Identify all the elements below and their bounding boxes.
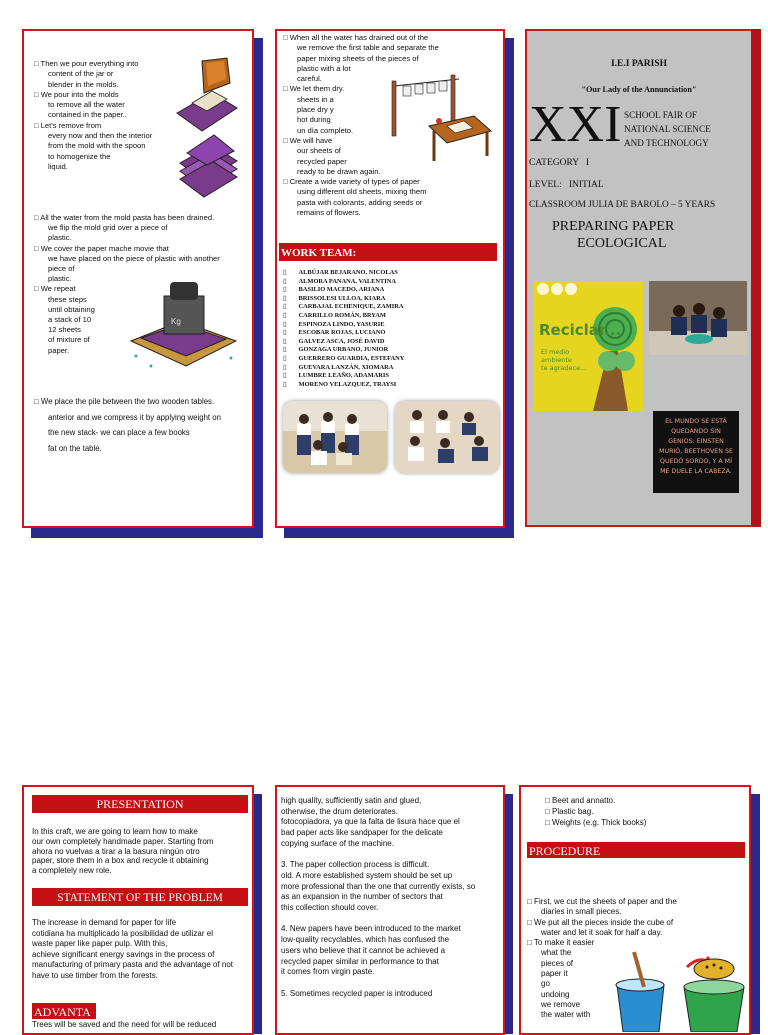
- text-line: we remove the first table and separate the: [297, 43, 439, 53]
- text-line: to remove all the water: [48, 100, 125, 110]
- text-line: □ We let them dry.: [283, 84, 345, 94]
- team-member: ▯ BRISSOLESI ULLOA, KIARA: [283, 294, 386, 302]
- advantage-heading: [32, 1003, 96, 1019]
- text-line: ahora no vuelvas a tirar a la basura ningún otro: [32, 846, 200, 856]
- text-line: this collection should cover.: [281, 903, 379, 913]
- reciclar-subtitle: [541, 348, 586, 372]
- team-member-name: ALMORA PANANA, VALENTINA: [298, 277, 396, 285]
- team-member: ▯ ALMORA PANANA, VALENTINA: [283, 277, 396, 285]
- text-line: [281, 978, 505, 989]
- text-line: diaries in small pieces.: [541, 907, 622, 917]
- panel-4: [22, 785, 254, 1035]
- paper-press-icon: [126, 276, 241, 381]
- text-line: un día completo.: [297, 125, 354, 135]
- fair-name: [624, 108, 711, 150]
- team-member-name: GALVEZ ASCA, JOSÉ DAVID: [298, 337, 385, 345]
- text-line: undoing: [541, 989, 570, 999]
- school-name: I.E.I PARISH: [610, 59, 668, 69]
- team-member-name: GUERRERO GUARDIA, ESTEFANY: [298, 354, 405, 362]
- text-line: remains of flowers.: [297, 208, 361, 218]
- quote-line: QUEDANDO SIN: [671, 428, 721, 435]
- text-line: □ We cover the paper mache movie that: [34, 243, 169, 253]
- fair-name-line: NATIONAL SCIENCE: [624, 124, 711, 134]
- soaking-bucket-icon: [609, 947, 749, 1032]
- text-line: from the mold with the spoon: [48, 141, 146, 151]
- project-title-line-2: ECOLOGICAL: [577, 236, 667, 251]
- text-line: [281, 850, 505, 861]
- panel-1-para-3: [34, 394, 254, 456]
- panel-6: [519, 785, 751, 1035]
- text-line: until obtaining: [48, 304, 95, 314]
- team-member-name: ALBÚJAR BEJARANO, NICOLAS: [298, 269, 398, 276]
- text-line: ready to be drawn again.: [297, 166, 381, 176]
- reciclar-subtitle-line: te agradece...: [541, 364, 587, 372]
- kids-activity-photo-image: [649, 281, 747, 355]
- text-line: the water with: [541, 1010, 591, 1020]
- text-line: piece of: [48, 264, 75, 274]
- level-label: LEVEL: INITIAL: [529, 180, 604, 190]
- material-item: □ Plastic bag.: [545, 807, 594, 816]
- text-line: pieces of: [541, 958, 574, 968]
- text-line: what the: [541, 948, 572, 958]
- svg-text:Kg: Kg: [171, 317, 181, 326]
- materials-list: [545, 795, 646, 828]
- quote-line: GENIOS: EINSTEN: [668, 438, 724, 445]
- team-member: ▯ CARBAJAL ECHENIQUE, ZAMIRA: [283, 303, 404, 311]
- team-member-name: LUMBRE LEAÑO, ADAMARIS: [298, 372, 389, 380]
- material-item: □ Weights (e.g. Thick books): [545, 818, 647, 827]
- team-member-name: GUEVARA LANZÁN, XIOMARA: [298, 363, 394, 371]
- text-line: plastic with a lot: [297, 63, 351, 73]
- team-member-name: ESPINOZA LINDO, YASURIE: [298, 320, 385, 328]
- text-line: fat on the table.: [48, 443, 102, 453]
- panel-1: [22, 29, 254, 528]
- text-line: □ To make it easier: [527, 938, 595, 948]
- team-member-name: BRISSOLESI ULLOA, KIARA: [298, 294, 386, 302]
- advantage-text: Trees will be saved and the need for will be reduced: [32, 1020, 217, 1029]
- text-line: □ We repeat: [34, 284, 76, 294]
- project-title-line-1: PREPARING PAPER: [552, 219, 675, 234]
- panel-3-cover: [525, 29, 753, 527]
- text-line: paper.: [48, 345, 70, 355]
- team-member: ▯ GUERRERO GUARDIA, ESTEFANY: [283, 354, 405, 362]
- text-line: □ Let's remove from: [34, 120, 102, 130]
- text-line: paper it: [541, 969, 568, 979]
- panel-5: [275, 785, 505, 1035]
- text-line: contained in the paper..: [48, 110, 127, 120]
- text-line: □ When all the water has drained out of the: [283, 33, 429, 42]
- reciclar-tree-icon: [533, 281, 643, 411]
- problem-title: STATEMENT OF THE PROBLEM: [57, 892, 223, 904]
- work-team-title: WORK TEAM:: [281, 247, 357, 259]
- text-line: □ Then we pour everything into: [34, 59, 139, 68]
- text-line: paper mixing sheets of the pieces of: [297, 53, 419, 63]
- team-member: ▯ LUMBRE LEAÑO, ADAMARIS: [283, 372, 389, 380]
- kids-photo-2: [395, 401, 499, 473]
- panel-1-para-1: [34, 59, 169, 172]
- text-line: more professional than the one that currently exists, so: [281, 881, 476, 891]
- panel-2: [275, 29, 505, 528]
- text-line: 12 sheets: [48, 325, 81, 335]
- text-line: users who believe that it cannot be achieved a: [281, 945, 446, 955]
- text-line: as an expansion in the number of sectors that: [281, 892, 443, 902]
- classroom-label: CLASSROOM JULIA DE BAROLO – 5 YEARS: [529, 200, 716, 210]
- team-member-name: CARRILLO ROMÁN, BRYAM: [298, 311, 386, 319]
- text-line: a stack of 10: [48, 315, 92, 325]
- text-line: □ Create a wide variety of types of paper: [283, 177, 420, 187]
- text-line: to homogenize the: [48, 151, 111, 161]
- text-line: our sheets of: [297, 146, 341, 156]
- team-member: ▯ GALVEZ ASCA, JOSÉ DAVID: [283, 337, 385, 345]
- text-line: the new stack- we can place a few books: [48, 428, 190, 437]
- drying-table-icon: [389, 71, 494, 171]
- kids-photo-2-image: [395, 401, 499, 473]
- text-line: we have placed on the piece of plastic with another: [48, 253, 220, 263]
- text-line: fotocopiadora, ya que la falta de lisura hace que el: [281, 817, 460, 827]
- text-line: low-quality recyclables, which has confused the: [281, 935, 450, 945]
- school-motto: "Our Lady of the Annunciation": [581, 85, 697, 94]
- fair-name-line: SCHOOL FAIR OF: [624, 110, 698, 120]
- quote-line: EL MUNDO SE ESTÁ: [665, 418, 727, 425]
- quote-box: [653, 411, 739, 493]
- text-line: blender in the molds.: [48, 79, 119, 89]
- text-line: copying surface of the machine.: [281, 838, 394, 848]
- fair-edition-number: XXI: [529, 96, 622, 153]
- team-member-name: BASILIO MACEDO, ARIANA: [298, 286, 385, 294]
- text-line: liquid.: [48, 161, 68, 171]
- cover-right-edge: [751, 29, 761, 527]
- text-line: □ We place the pile between the two wooden tables.: [34, 397, 215, 406]
- team-member: ▯ CARRILLO ROMÁN, BRYAM: [283, 311, 386, 319]
- text-line: □ First, we cut the sheets of paper and the: [527, 897, 677, 906]
- kids-photo-1-image: [283, 401, 387, 473]
- text-line: 4. New papers have been introduced to the market: [281, 924, 461, 934]
- reciclar-subtitle-line: El medio: [541, 348, 570, 356]
- advantage-title: ADVANTA: [34, 1005, 91, 1019]
- procedure-title: PROCEDURE: [529, 844, 601, 858]
- team-member: ▯ BASILIO MACEDO, ARIANA: [283, 286, 385, 294]
- text-line: □ We will have: [283, 135, 333, 145]
- team-member-name: MORENO VELAZQUEZ, TRAYSI: [298, 380, 397, 388]
- text-line: have to use timber from the forests.: [32, 970, 158, 980]
- quote-line: QUEDÓ SORDO, Y A MÍ: [660, 458, 732, 465]
- reciclar-title: Reciclar...: [539, 321, 622, 339]
- presentation-title: PRESENTATION: [96, 797, 184, 811]
- text-line: our own completely handmade paper. Starting from: [32, 836, 214, 846]
- text-line: using different old sheets, mixing them: [297, 187, 427, 197]
- text-line: content of the jar or: [48, 69, 114, 79]
- team-list: [283, 269, 404, 389]
- team-member-name: ESCOBAR ROJAS, LUCIANO: [298, 329, 386, 337]
- category-label: CATEGORY I: [529, 158, 590, 168]
- text-line: anterior and we compress it by applying weight on: [48, 412, 221, 422]
- text-line: bad paper acts like sandpaper for the delicate: [281, 828, 443, 838]
- text-line: we flip the mold grid over a piece of: [48, 223, 168, 233]
- text-line: recycled paper: [297, 156, 347, 166]
- text-line: sheets in a: [297, 94, 334, 104]
- presentation-heading: [32, 795, 248, 813]
- mold-pouring-icon: [172, 53, 242, 213]
- team-member: ▯ ALBÚJAR BEJARANO, NICOLAS: [283, 269, 398, 276]
- text-line: □ All the water from the mold pasta has been drained.: [34, 213, 215, 222]
- team-member-name: CARBAJAL ECHENIQUE, ZAMIRA: [298, 303, 404, 311]
- team-member: ▯ GUEVARA LANZÁN, XIOMARA: [283, 363, 394, 371]
- material-item: □ Beet and annatto.: [545, 796, 616, 805]
- reciclar-poster: [533, 281, 643, 411]
- text-line: □ We put all the pieces inside the cube of: [527, 917, 674, 927]
- text-line: [281, 914, 505, 925]
- text-line: achieve significant energy savings in the process of: [32, 949, 215, 959]
- text-line: old. A more established system should be set up: [281, 870, 453, 880]
- quote-line: MURIÓ, BEETHOVEN SE: [659, 448, 733, 455]
- text-line: recycled paper similar in performance to that: [281, 956, 439, 966]
- text-line: place dry y: [297, 105, 334, 115]
- problem-heading: [32, 888, 248, 906]
- text-line: 5. Sometimes recycled paper is introduced: [281, 988, 433, 998]
- reciclar-subtitle-line: ambiente: [541, 356, 572, 364]
- text-line: paper, store them in a box and recycle it obtaining: [32, 856, 209, 866]
- text-line: cotidiana ha multiplicado la posibilidad de utilizar el: [32, 928, 213, 938]
- text-line: In this craft, we are going to learn how to make: [32, 827, 198, 836]
- team-member: ▯ MORENO VELAZQUEZ, TRAYSI: [283, 380, 397, 388]
- text-line: go: [541, 979, 550, 989]
- quote-line: ME DUELE LA CABEZA.: [660, 468, 732, 475]
- team-member-name: GONZAGA URBANO, JUNIOR: [298, 346, 389, 354]
- text-line: it comes from virgin paste.: [281, 967, 375, 977]
- presentation-text: [32, 827, 254, 876]
- text-line: □ We pour into the molds: [34, 89, 119, 99]
- text-line: we remove: [541, 999, 581, 1009]
- text-line: plastic.: [48, 233, 72, 243]
- problem-text: [32, 918, 254, 981]
- text-line: The increase in demand for paper for life: [32, 918, 177, 927]
- text-line: every now and then the interior: [48, 131, 153, 141]
- text-line: high quality, sufficiently satin and glued,: [281, 796, 422, 805]
- kids-activity-photo: [649, 281, 747, 355]
- text-line: manufacturing of primary pasta and the advantage of not: [32, 960, 234, 969]
- text-line: 3. The paper collection process is difficult.: [281, 860, 430, 870]
- text-line: a completely new role.: [32, 866, 112, 876]
- text-line: these steps: [48, 294, 87, 304]
- text-line: hot during: [297, 115, 331, 125]
- text-line: pasta with colorants, adding seeds or: [297, 197, 423, 207]
- panel-5-text: [281, 796, 505, 999]
- text-line: waste paper like paper pulp. With this,: [32, 939, 168, 948]
- text-line: plastic.: [48, 274, 72, 284]
- team-member: ▯ ESPINOZA LINDO, YASURIE: [283, 320, 385, 328]
- text-line: of mixture of: [48, 335, 90, 345]
- kids-photo-1: [283, 401, 387, 473]
- team-member: ▯ ESCOBAR ROJAS, LUCIANO: [283, 329, 386, 337]
- procedure-heading: [527, 842, 745, 858]
- work-team-heading: [279, 243, 497, 261]
- text-line: water and let it soak for half a day.: [541, 927, 663, 937]
- team-member: ▯ GONZAGA URBANO, JUNIOR: [283, 346, 389, 354]
- text-line: otherwise, the drum deteriorates.: [281, 806, 398, 816]
- text-line: careful.: [297, 74, 322, 84]
- fair-name-line: AND TECHNOLOGY: [624, 138, 709, 148]
